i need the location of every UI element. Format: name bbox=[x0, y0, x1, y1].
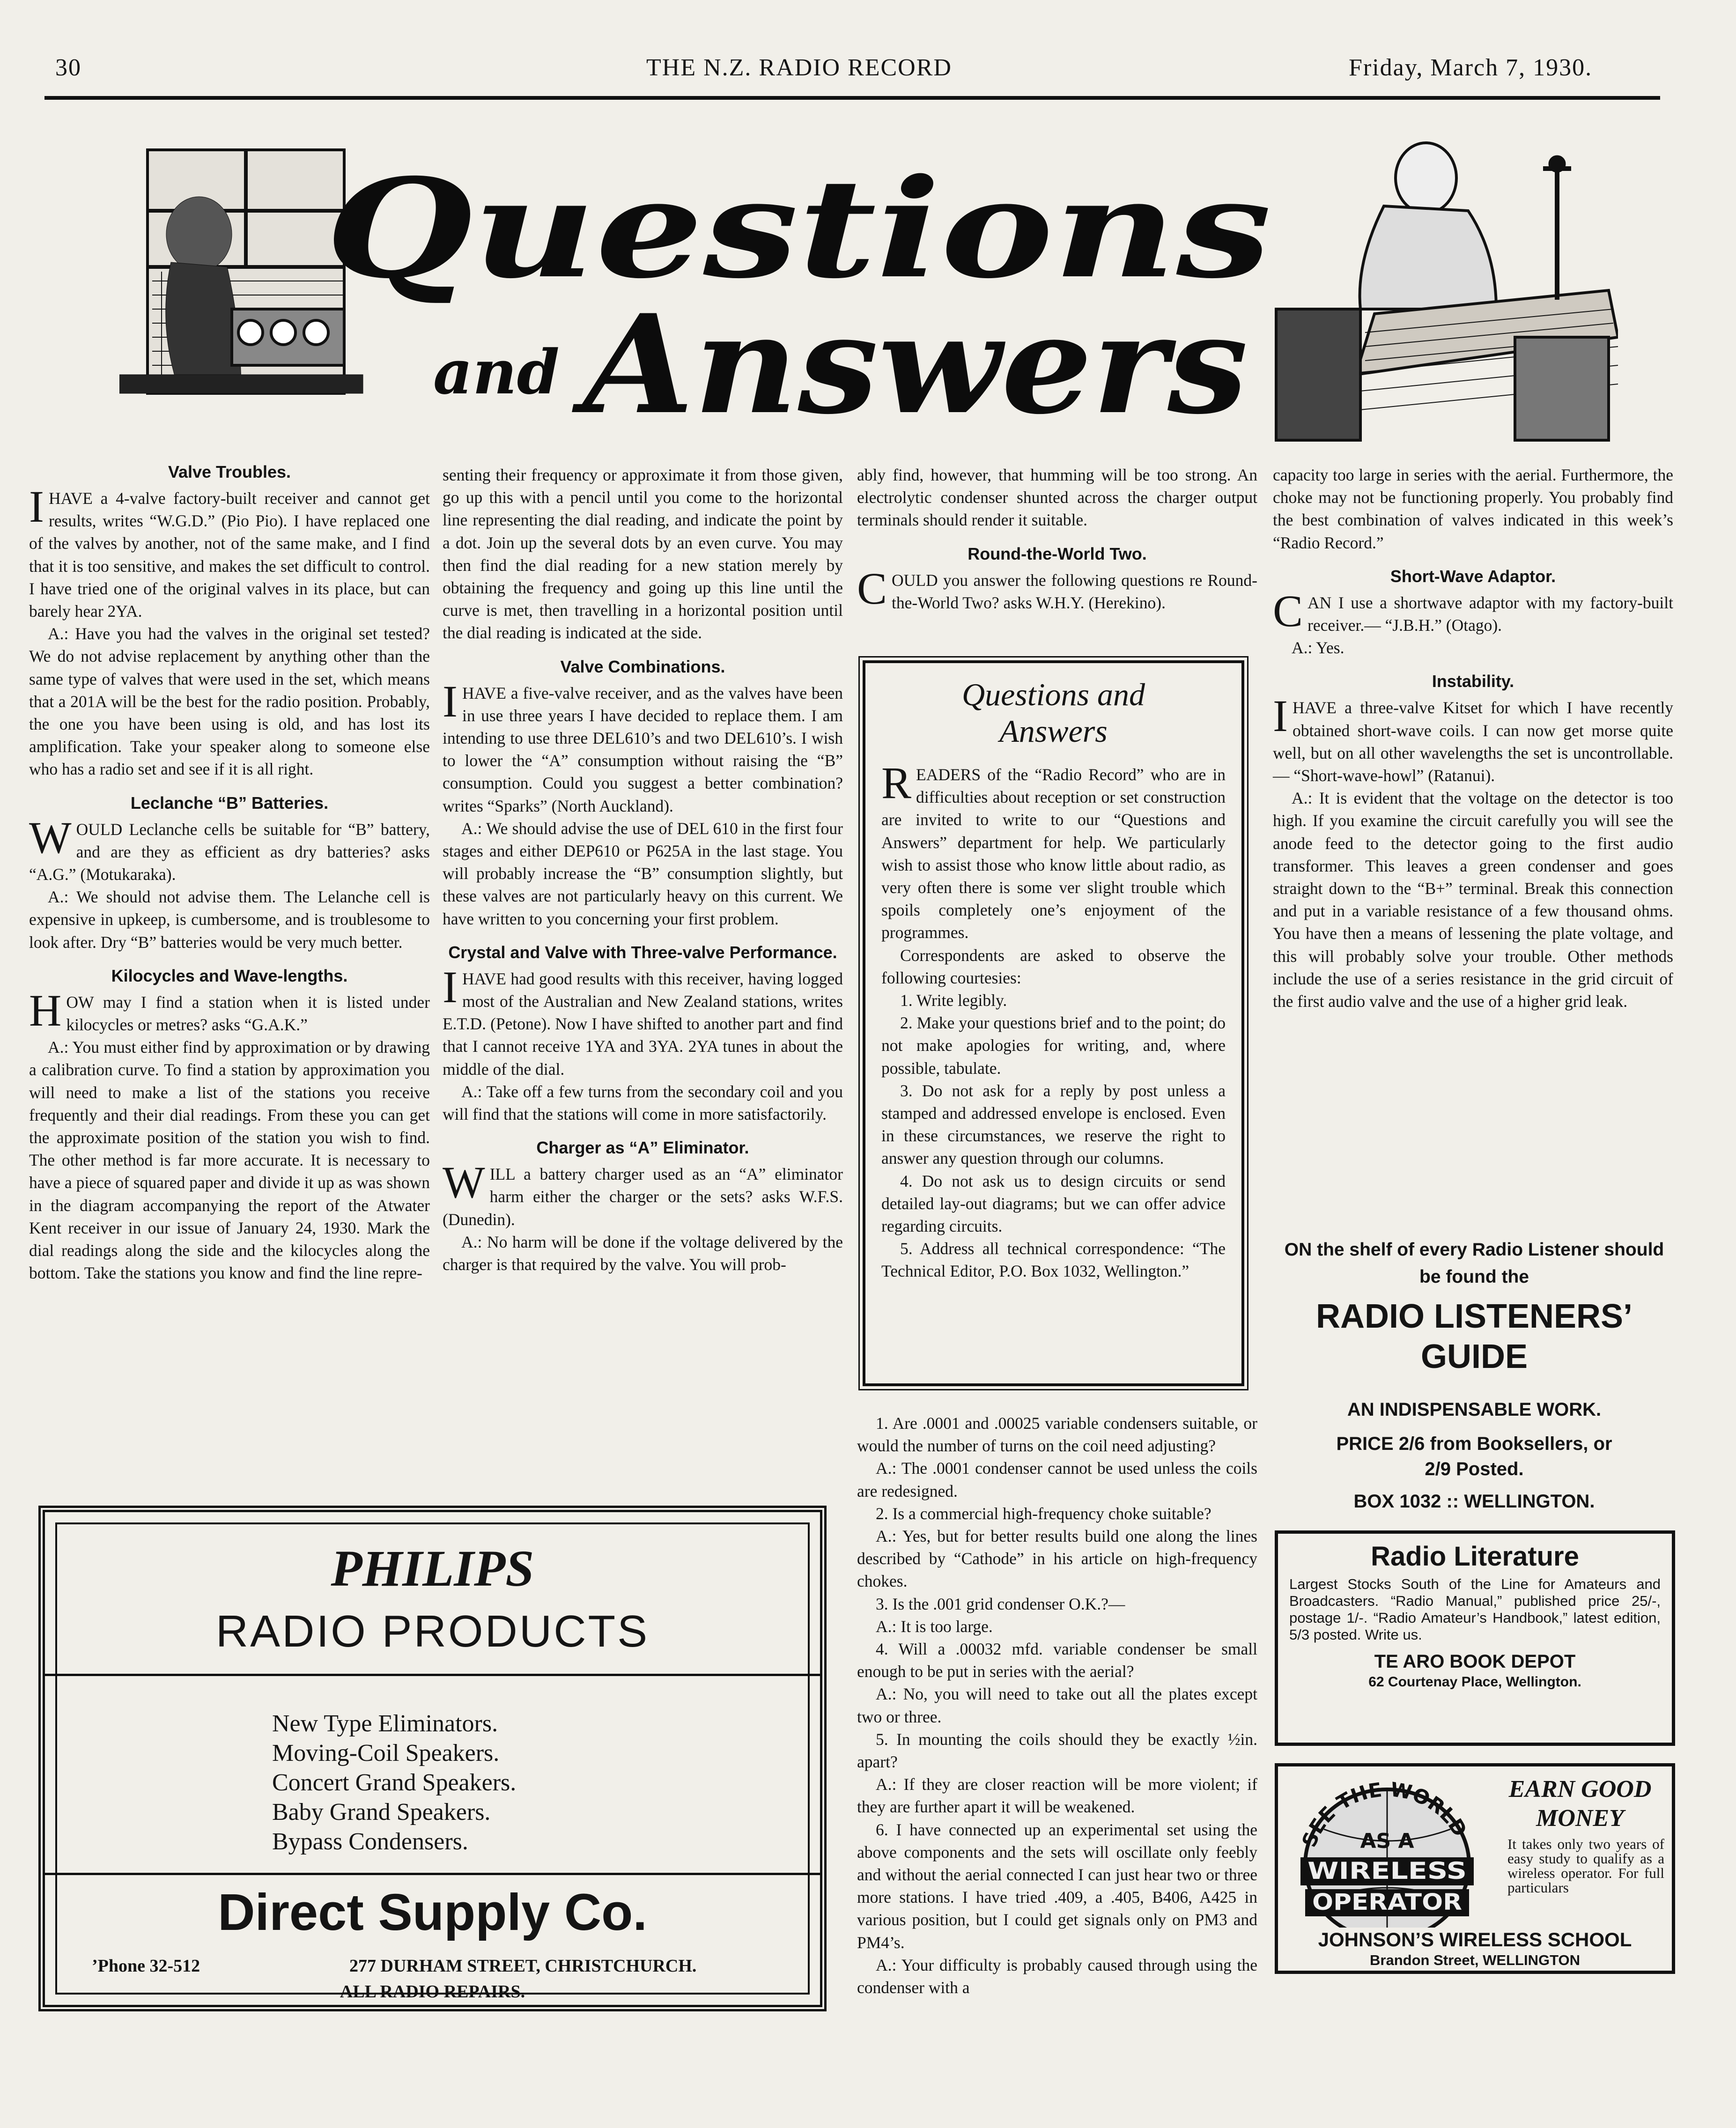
question-paragraph: WOULD Leclanche cells be suitable for “B” battery, and are they as efficient as dry batteries? asks “A.G.” (Motukaraka). bbox=[29, 812, 430, 884]
section-heading: Charger as “A” Eliminator. bbox=[536, 1138, 749, 1158]
questions-and-answers-banner bbox=[119, 112, 1618, 447]
globe-operator: OPERATOR bbox=[1312, 1889, 1462, 1915]
philips-direct-supply-ad bbox=[38, 1506, 827, 2011]
section-heading: Kilocycles and Wave-lengths. bbox=[111, 966, 348, 985]
section-heading: Valve Combinations. bbox=[560, 657, 725, 676]
answer-paragraph: A.: Take off a few turns from the secondary coil and you will find that the stations will come in more satisfactorily. bbox=[443, 1082, 843, 1124]
globe-as-a: AS A bbox=[1360, 1829, 1414, 1853]
answer-paragraph: A.: No harm will be done if the voltage delivered by the charger is that required by the valve. You will prob- bbox=[443, 1232, 843, 1274]
numbered-question: 5. In mounting the coils should they be exactly ½in. apart? bbox=[857, 1729, 1257, 1772]
banner-title-lettering bbox=[325, 149, 1271, 444]
answer-paragraph: A.: Yes, but for better results build one along the lines described by “Cathode” in his article on high-frequency chokes. bbox=[857, 1527, 1257, 1591]
guide-intro: ON the shelf of every Radio Listener should be found the bbox=[1284, 1240, 1664, 1287]
right-writer-illustration bbox=[1276, 143, 1618, 440]
section-heading: Round-the-World Two. bbox=[968, 544, 1147, 563]
banner-word-questions: Questions bbox=[325, 149, 1271, 309]
answer-paragraph: A.: The .0001 condenser cannot be used unless the coils are redesigned. bbox=[857, 1459, 1257, 1500]
column-3-bottom bbox=[857, 1412, 1257, 1999]
column-3-top bbox=[857, 464, 1257, 614]
literature-address: 62 Courtenay Place, Wellington. bbox=[1368, 1674, 1581, 1690]
guide-posted-price: 2/9 Posted. bbox=[1425, 1459, 1524, 1479]
continued-paragraph: capacity too large in series with the aerial. Furthermore, the choke may not be functioning properly. You probably find the best combination of valves indicated in this week’s “Radio Record.” bbox=[1273, 466, 1673, 552]
question-paragraph: COULD you answer the following questions re Round-the-World Two? asks W.H.Y. (Herekino). bbox=[857, 563, 1257, 613]
banner-word-and: and bbox=[433, 336, 560, 408]
radio-literature-ad bbox=[1275, 1530, 1675, 1746]
header-rule bbox=[44, 96, 1660, 100]
issue-date: Friday, March 7, 1930. bbox=[1349, 54, 1593, 81]
answer-paragraph: A.: It is evident that the voltage on the detector is too high. If you examine the circuit carefully you will see the anode feed to the detector going to the first audio transformer. This leaves a green condenser and goes straight down to the “B+” terminal. Break this connection and put in a variable resistance of a few thousand ohms. You have then a means of lessening the plate voltage, and this will probably solve your trouble. Other methods include the use of a series resistance in the grid circuit of the first audio valve and the use of a higher grid leak. bbox=[1273, 789, 1673, 1011]
guide-title-line2: GUIDE bbox=[1420, 1338, 1528, 1375]
earn-good-line: EARN GOOD bbox=[1508, 1776, 1652, 1803]
literature-title: Radio Literature bbox=[1371, 1541, 1579, 1572]
column-2 bbox=[443, 464, 843, 1276]
answer-paragraph: A.: We should advise the use of DEL 610 in the first four stages and either DEP610 or P625A in the last stage. You will probably increase the “B” consumption slightly, but these valves are not particularly heavy on this current. We have written to you concerning your first problem. bbox=[443, 819, 843, 928]
answer-paragraph: A.: Yes. bbox=[1292, 638, 1344, 658]
radio-repairs-line: ALL RADIO REPAIRS. bbox=[340, 1982, 525, 2002]
guide-subtitle: AN INDISPENSABLE WORK. bbox=[1347, 1399, 1602, 1420]
philips-product-list bbox=[272, 1709, 647, 1856]
notice-rule-3: 3. Do not ask for a reply by post unless a stamped and addressed envelope is enclosed. Even in these circumstances, we reserve the right to answer any question through our columns. bbox=[881, 1081, 1226, 1168]
literature-body: Largest Stocks South of the Line for Amateurs and Broadcasters. “Radio Manual,” published price 25/-, postage 1/-. “Radio Amateur’s Handbook,” latest edition, 5/3 posted. Write us. bbox=[1289, 1576, 1661, 1643]
johnson-body: It takes only two years of easy study to qualify as a wireless operator. For full particulars bbox=[1507, 1836, 1664, 1896]
notice-title-line2: Answers bbox=[999, 713, 1108, 749]
answer-paragraph: A.: No, you will need to take out all the plates except two or three. bbox=[857, 1685, 1257, 1726]
section-heading: Crystal and Valve with Three-valve Performance. bbox=[448, 942, 837, 962]
wireless-operator-globe-logo bbox=[1286, 1773, 1488, 1928]
answer-paragraph: A.: You must either find by approximation or by drawing a calibration curve. To find a station by approximation you will need to make a list of the stations you receive frequently and their dial readings. From these you can get the approximate position of the station you wish to find. The other method is far more accurate. It is necessary to have a piece of squared paper and divide it up as was shown in the diagram accompanying the report of the Atwater Kent receiver in our issue of January 24, 1930. Mark the dial readings along the side and the kilocycles along the bottom. Take the stations you know and find the line repre- bbox=[29, 1038, 430, 1283]
question-paragraph: CAN I use a shortwave adaptor with my factory-built receiver.— “J.B.H.” (Otago). bbox=[1273, 585, 1673, 636]
notice-rule-4: 4. Do not ask us to design circuits or send detailed lay-out diagrams; but we can offer advice regarding circuits. bbox=[881, 1171, 1226, 1236]
guide-title-line1: RADIO LISTENERS’ bbox=[1315, 1298, 1633, 1335]
globe-wireless: WIRELESS bbox=[1308, 1857, 1467, 1884]
section-heading: Instability. bbox=[1432, 672, 1514, 691]
continued-paragraph: senting their frequency or approximate it from those given, go up this with a pencil until you come to the horizontal line representing the dial reading, and indicate the point by a dot. Join up the several dots by an even curve. You may then find the dial reading for a new station merely by obtaining the frequency and going up this line until the curve is met, then travelling in a horizontal position until the dial reading is indicated at the side. bbox=[443, 466, 843, 643]
notice-rule-2: 2. Make your questions brief and to the point; do not make apologies for writing, and, where possible, tabulate. bbox=[881, 1013, 1226, 1078]
numbered-question: 6. I have connected up an experimental set using the above components and the sets will oscillate only feebly and without the aerial connected I can just hear two or three more stations. I have tried .409, a .405, B406, A425 in various position, but I could get signals only on PM3 and PM4’s. bbox=[857, 1820, 1257, 1952]
numbered-question: 3. Is the .001 grid condenser O.K.?— bbox=[876, 1594, 1125, 1613]
question-paragraph: IHAVE had good results with this receiver, having logged most of the Australian and New Zealand stations, writes E.T.D. (Petone). Now I have shifted to another part and find that I cannot receive 1YA and 3YA. 2YA tunes in about the middle of the dial. bbox=[443, 961, 843, 1079]
column-1 bbox=[29, 450, 430, 1285]
johnson-school-name: JOHNSON’S WIRELESS SCHOOL bbox=[1318, 1928, 1632, 1951]
earn-money-line: MONEY bbox=[1536, 1805, 1624, 1832]
question-paragraph: WILL a battery charger used as an “A” eliminator harm either the charger or the sets? asks W.F.S. (Dunedin). bbox=[443, 1157, 843, 1229]
direct-supply-address: 277 DURHAM STREET, CHRISTCHURCH. bbox=[349, 1956, 697, 1976]
continued-paragraph: ably find, however, that humming will be too strong. An electrolytic condenser shunted across the charger output terminals should render it suitable. bbox=[857, 466, 1257, 530]
notice-rule-5: 5. Address all technical correspondence: “The Technical Editor, P.O. Box 1032, Wellington.” bbox=[881, 1239, 1226, 1281]
answer-paragraph: A.: Have you had the valves in the original set tested? We do not advise replacement by anything other than the same type of valves that were used in the set, which means that a 201A will be the best for the radio position. Probably, the one you have been using is old, and has lost its amplification. Take your speaker along to someone else who has a radio set and see if it is all right. bbox=[29, 624, 430, 779]
radio-products-heading: RADIO PRODUCTS bbox=[215, 1606, 650, 1656]
guide-price: PRICE 2/6 from Booksellers, or bbox=[1336, 1433, 1612, 1454]
radio-listeners-guide-ad bbox=[1273, 1236, 1676, 1515]
question-paragraph: HOW may I find a station when it is listed under kilocycles or metres? asks “G.A.K.” bbox=[29, 985, 430, 1035]
globe-ring-text: SEE THE WORLD bbox=[1297, 1778, 1472, 1850]
answer-paragraph: A.: If they are closer reaction will be more violent; if they are further apart it will be weakened. bbox=[857, 1775, 1257, 1817]
notice-lead: Correspondents are asked to observe the following courtesies: bbox=[881, 946, 1226, 987]
answer-paragraph: A.: Your difficulty is probably caused through using the condenser with a bbox=[857, 1955, 1257, 1997]
johnson-street: Brandon Street, WELLINGTON bbox=[1370, 1952, 1580, 1968]
direct-supply-phone: ’Phone 32-512 bbox=[92, 1956, 200, 1976]
guide-address: BOX 1032 :: WELLINGTON. bbox=[1353, 1491, 1595, 1512]
page-number: 30 bbox=[55, 54, 81, 81]
section-heading: Leclanche “B” Batteries. bbox=[130, 793, 329, 813]
notice-intro: READERS of the “Radio Record” who are in difficulties about reception or set construction are invited to write to our “Questions and Answers” department for help. We particularly wish to assist those who know little about radio, as very often there is some ver slight trouble which spoils completely one’s enjoyment of the programmes. bbox=[881, 758, 1226, 942]
philips-product-item: Moving-Coil Speakers. bbox=[272, 1740, 500, 1766]
philips-product-item: New Type Eliminators. bbox=[272, 1710, 498, 1737]
direct-supply-company: Direct Supply Co. bbox=[218, 1884, 647, 1941]
literature-depot: TE ARO BOOK DEPOT bbox=[1374, 1651, 1576, 1672]
numbered-question: 1. Are .0001 and .00025 variable condensers suitable, or would the number of turns on the coil need adjusting? bbox=[857, 1414, 1257, 1456]
notice-rule-1: 1. Write legibly. bbox=[900, 991, 1007, 1010]
question-paragraph: IHAVE a three-valve Kitset for which I have recently obtained short-wave coils. I can now get morse quite well, but on all other wavelengths the set is uncontrollable.— “Short-wave-howl” (Ratanui). bbox=[1273, 691, 1673, 785]
answer-paragraph: A.: We should not advise them. The Lelanche cell is expensive in upkeep, is cumbersome, and is troublesome to look after. Dry “B” batteries would be very much better. bbox=[29, 887, 430, 952]
answer-paragraph: A.: It is too large. bbox=[876, 1617, 993, 1636]
newspaper-title: THE N.Z. RADIO RECORD bbox=[646, 54, 952, 81]
question-paragraph: IHAVE a 4-valve factory-built receiver and cannot get results, writes “W.G.D.” (Pio Pio). I have replaced one of the valves by another, not of the same make, and I find that it is too sensitive, and makes the set difficult to control. I have tried one of the original valves in its place, but can barely hear 2YA. bbox=[29, 481, 430, 621]
section-heading: Short-Wave Adaptor. bbox=[1390, 566, 1556, 586]
philips-product-item: Bypass Condensers. bbox=[272, 1828, 468, 1855]
section-heading: Valve Troubles. bbox=[168, 462, 291, 481]
philips-product-item: Baby Grand Speakers. bbox=[272, 1799, 491, 1825]
banner-word-answers: Answers bbox=[572, 285, 1248, 444]
notice-title-line1: Questions and bbox=[962, 677, 1145, 712]
philips-product-item: Concert Grand Speakers. bbox=[272, 1769, 517, 1796]
questions-and-answers-notice bbox=[863, 660, 1244, 1386]
numbered-question: 4. Will a .00032 mfd. variable condenser be small enough to be put in series with the aerial? bbox=[857, 1640, 1257, 1681]
numbered-question: 2. Is a commercial high-frequency choke suitable? bbox=[876, 1504, 1212, 1523]
column-4 bbox=[1273, 464, 1673, 1012]
philips-brand: PHILIPS bbox=[331, 1540, 534, 1597]
question-paragraph: IHAVE a five-valve receiver, and as the valves have been in use three years I have decided to replace them. I am intending to use three DEL610’s and two DEL610’s. I wish to lower the “A” consumption without raising the “B” consumption. Could you suggest a better combination? writes “Sparks” (North Auckland). bbox=[443, 676, 843, 815]
johnsons-wireless-school-ad bbox=[1275, 1763, 1675, 1974]
